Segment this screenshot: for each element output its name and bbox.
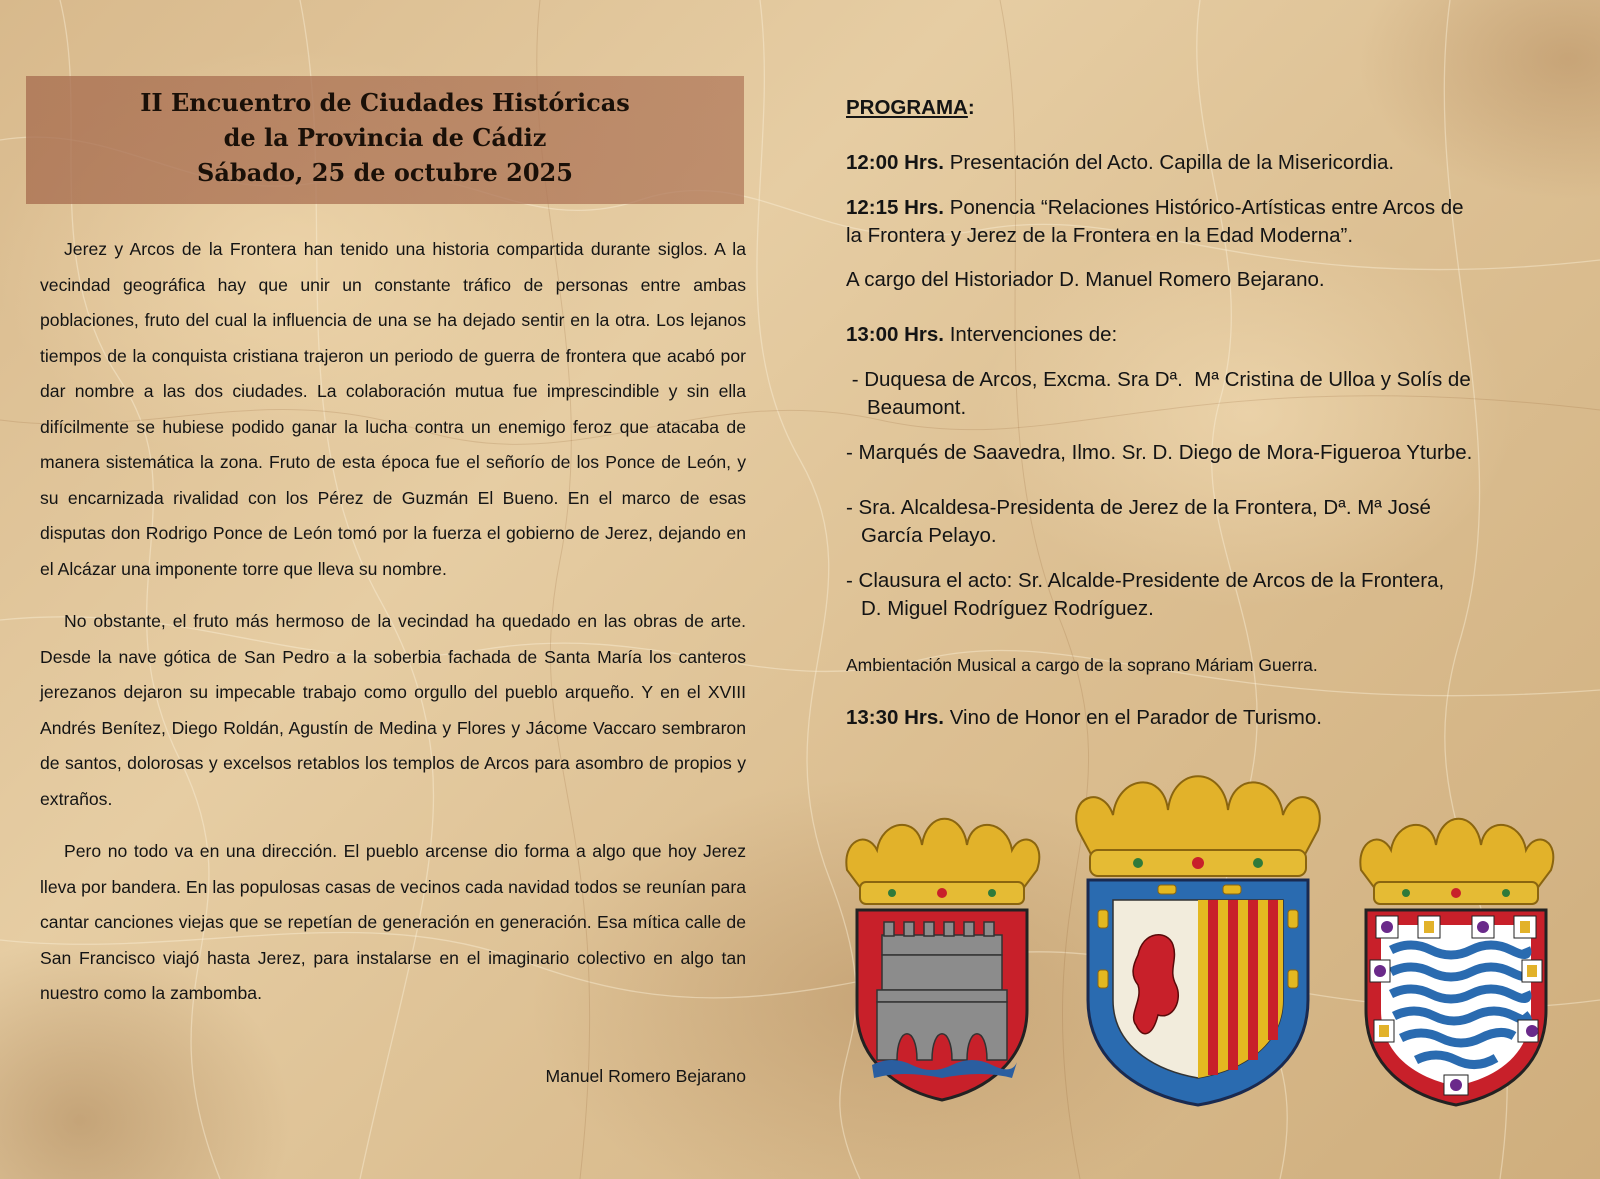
program-time: 12:00 Hrs. [846,151,945,174]
program-item [846,149,1394,177]
program-heading: PROGRAMA [846,96,968,119]
program-time: 13:00 Hrs. [846,323,945,346]
essay-text [40,232,746,1029]
event-title-line-2: de la Provincia de Cádiz [223,123,547,152]
program-item [846,194,1464,222]
program-item [846,222,1353,250]
program-item [846,567,1444,595]
program-text: García Pelayo. [861,524,997,547]
program-item [846,704,1322,732]
program-text: Presentación del Acto. Capilla de la Misericordia. [944,151,1395,174]
program-text: D. Miguel Rodríguez Rodríguez. [861,597,1154,620]
essay-paragraph: Jerez y Arcos de la Frontera han tenido una historia compartida durante siglos. A la vecindad geográfica hay que unir un constante tráfico de personas entre ambas poblaciones, fruto del cual la influencia de una se ha dejado sentir en la otra. Los lejanos tiempos de la conquista cristiana trajeron un periodo de guerra de frontera que acabó por dar nombre a las dos ciudades. La colaboración mutua fue imprescindible y sin ella difícilmente se hubiese podido ganar la lucha contra un enemigo feroz que atacaba de manera sistemática la zona. Fruto de esta época fue el señorío de los Ponce de León, y su encarnizada rivalidad con los Pérez de Guzmán El Bueno. En el marco de esas disputas don Rodrigo Ponce de León tomó por la fuerza el gobierno de Jerez, dejando en el Alcázar una imponente torre que lleva su nombre. [40,239,746,579]
program-text: - Clausura el acto: Sr. Alcalde-Presidente de Arcos de la Frontera, [846,569,1445,592]
program-item [861,522,997,550]
program-text: Ambientación Musical a cargo de la soprano Máriam Guerra. [846,655,1318,675]
event-date: Sábado, 25 de octubre 2025 [197,158,573,187]
program-item [846,321,1117,349]
program-item [846,651,1318,679]
program-text: la Frontera y Jerez de la Frontera en la Edad Moderna”. [846,224,1354,247]
crown-icon [1360,819,1553,904]
program-item [846,494,1431,522]
essay-paragraph: Pero no todo va en una dirección. El pueblo arcense dio forma a algo que hoy Jerez lleva por bandera. En las populosas casas de vecinos cada navidad todos se reunían para cantar canciones viejas que se repetían de generación en generación. Esa mítica calle de San Francisco viajó hasta Jerez, para instalarse en el imaginario colectivo en algo tan nuestro como la zambomba. [40,841,746,1003]
program-text: Ponencia “Relaciones Histórico-Artísticas entre Arcos de [944,196,1464,219]
essay-signature: Manuel Romero Bejarano [545,1066,746,1086]
program-heading-colon: : [967,96,975,119]
program-item [846,439,1472,467]
essay-paragraph: No obstante, el fruto más hermoso de la vecindad ha quedado en las obras de arte. Desde la nave gótica de San Pedro a la soberbia fachada de Santa María los canteros jerezanos dejaron su impecable trabajo como orgullo del pueblo arqueño. Y en el XVIII Andrés Benítez, Diego Roldán, Agustín de Medina y Flores y Jácome Vaccaro sembraron de santos, dolorosas y excelsos retablos los templos de Arcos para asombro de propios y extraños. [40,611,746,809]
program-time: 12:15 Hrs. [846,196,945,219]
ducal-crown-icon [1076,776,1320,876]
ducal-coat-of-arms [1058,770,1338,1115]
program-text: Beaumont. [867,396,967,419]
crown-icon [846,819,1039,904]
program-text: Vino de Honor en el Parador de Turismo. [944,706,1322,729]
program-item [861,595,1154,623]
jerez-coat-of-arms [1336,810,1576,1115]
program-text: - Sra. Alcaldesa-Presidenta de Jerez de la Frontera, Dª. Mª José [846,496,1431,519]
event-title-box [26,76,744,204]
program-item [867,394,966,422]
program-text: - Duquesa de Arcos, Excma. Sra Dª. Mª Cristina de Ulloa y Solís de [846,368,1471,391]
program-item [846,266,1325,294]
event-title-line-1: II Encuentro de Ciudades Históricas [140,88,630,117]
arcos-coat-of-arms [822,810,1062,1110]
program-text: Intervenciones de: [944,323,1118,346]
program-text: - Marqués de Saavedra, Ilmo. Sr. D. Diego de Mora-Figueroa Yturbe. [846,441,1473,464]
program-time: 13:30 Hrs. [846,706,945,729]
program-item [846,366,1471,394]
program-text: A cargo del Historiador D. Manuel Romero Bejarano. [846,268,1325,291]
